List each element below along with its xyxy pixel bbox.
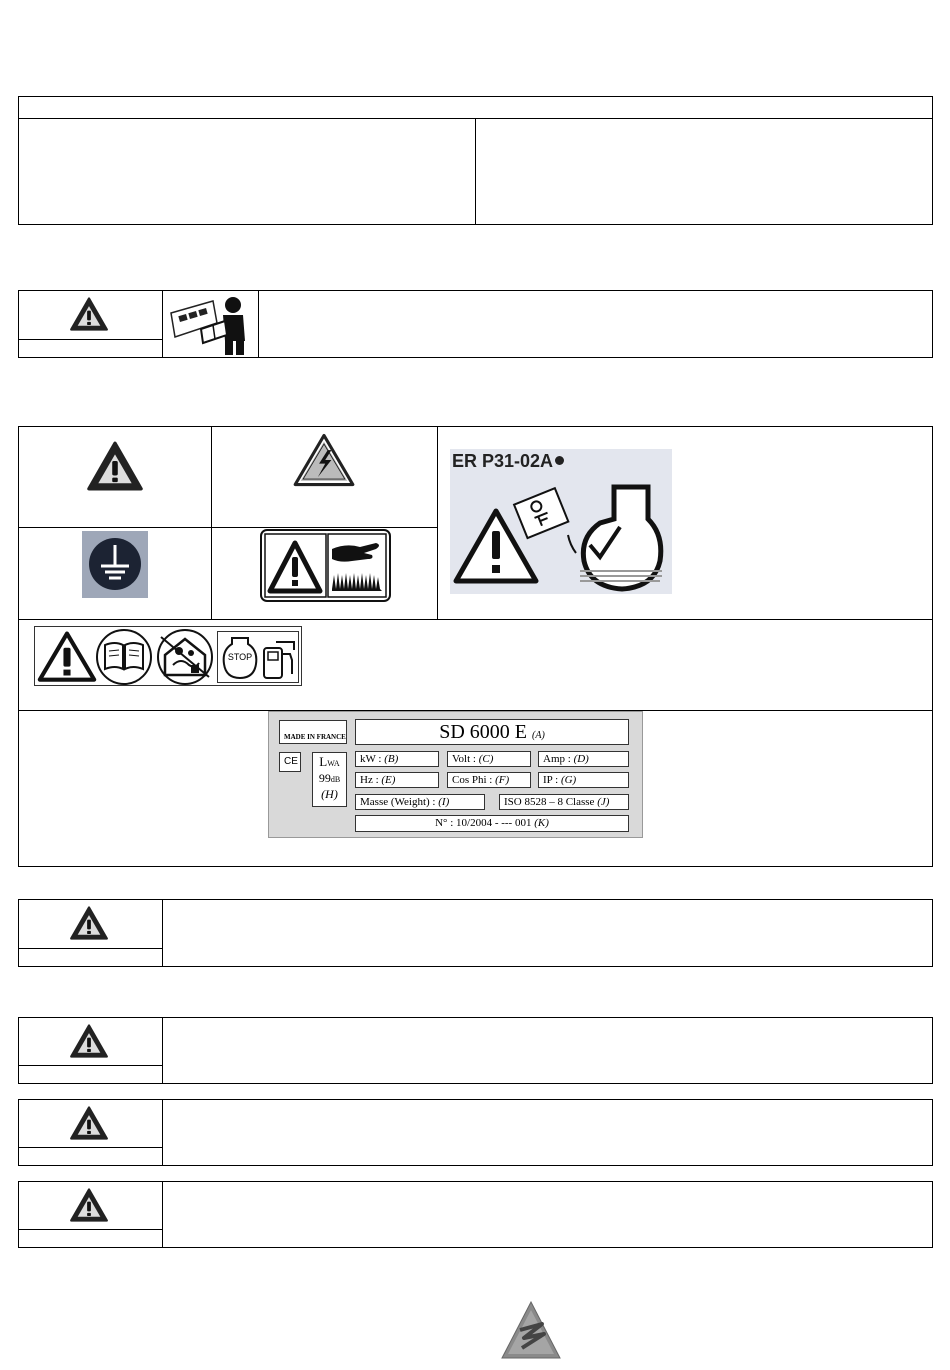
cell-divider [258, 290, 259, 358]
ip-label: IP : [543, 774, 561, 786]
kw-label: kW : [360, 753, 385, 765]
mass-label: Masse (Weight) : [360, 796, 439, 808]
hz-label: Hz : [360, 774, 382, 786]
hz-field [355, 772, 439, 788]
iso-field [499, 794, 629, 810]
iso-label: ISO 8528 – 8 Classe [504, 796, 598, 808]
made-in-label: MADE IN FRANCE [279, 720, 347, 744]
hz-letter: (E) [381, 774, 396, 786]
cos-phi-label: Cos Phi : [452, 774, 496, 786]
iso-letter: (J) [597, 796, 610, 808]
model-box [355, 719, 629, 745]
cell-divider [18, 1065, 162, 1066]
stop-label: STOP [227, 652, 253, 662]
lwa-line [313, 755, 346, 771]
db-unit: dB [330, 775, 341, 784]
warning-triangle-icon [87, 441, 143, 491]
db-line [313, 771, 346, 787]
cell-divider [162, 1099, 163, 1166]
cell-divider [437, 426, 438, 619]
warning-triangle-icon [70, 297, 108, 331]
cell-divider [18, 619, 933, 620]
ip-letter: (G) [560, 774, 577, 786]
stop-fuel-panel [217, 631, 299, 683]
cos-phi-letter: (F) [495, 774, 510, 786]
earth-ground-icon [82, 531, 148, 598]
bullet-dot [555, 456, 564, 465]
sound-power-box [312, 752, 347, 807]
lwa-sub: WA [327, 759, 340, 768]
electric-shock-icon [293, 433, 355, 487]
fuel-pump-icon [262, 640, 296, 680]
amp-label: Amp : [543, 753, 574, 765]
cell-divider [162, 1181, 163, 1248]
serial-letter: (K) [534, 817, 549, 829]
warning-triangle-icon [70, 1024, 108, 1058]
warning-row [18, 1017, 933, 1084]
lwa-main: L [319, 754, 328, 769]
toxic-fumes-icon [155, 629, 215, 685]
serial-label: N° : 10/2004 - --- 001 [435, 817, 535, 829]
mass-field [355, 794, 485, 810]
oil-label-code [452, 451, 564, 472]
cell-divider [18, 1229, 162, 1230]
cell-divider [162, 290, 163, 358]
header-column-divider [475, 118, 476, 225]
warning-triangle-icon [70, 906, 108, 940]
model-letter: (A) [532, 730, 545, 741]
model-name: SD 6000 E [439, 721, 527, 743]
db-value: 99 [318, 771, 331, 785]
amp-letter: (D) [573, 753, 589, 765]
cell-divider [211, 426, 212, 619]
serial-field [355, 815, 629, 832]
db-letter: (H) [321, 787, 338, 801]
kw-letter: (B) [384, 753, 399, 765]
cell-divider [162, 1017, 163, 1084]
warning-row [18, 1181, 933, 1248]
volt-field [447, 751, 531, 767]
combined-warning-label [34, 626, 302, 686]
amp-field [538, 751, 629, 767]
ip-field [538, 772, 629, 788]
rating-plate [268, 711, 643, 838]
warning-row [18, 1099, 933, 1166]
oil-label-code-text: ER P31-02A [452, 451, 554, 471]
read-manual-pictogram [167, 293, 253, 355]
cos-phi-field [447, 772, 531, 788]
warning-triangle-icon [70, 1106, 108, 1140]
cell-divider [18, 527, 437, 528]
warning-triangle-icon [70, 1188, 108, 1222]
cell-divider [162, 899, 163, 967]
book-icon [95, 629, 153, 685]
hot-surface-icon [260, 529, 391, 602]
cell-divider [18, 948, 162, 949]
warning-triangle-icon [37, 630, 97, 682]
warning-row-manual [18, 290, 933, 358]
manufacturer-logo [500, 1300, 562, 1360]
cell-divider [18, 339, 162, 340]
warning-row [18, 899, 933, 967]
oil-level-label [450, 449, 672, 594]
kw-field [355, 751, 439, 767]
oil-level-diagram [450, 479, 672, 594]
mass-letter: (I) [438, 796, 450, 808]
ce-mark: CE [279, 752, 301, 772]
volt-letter: (C) [478, 753, 494, 765]
volt-label: Volt : [452, 753, 479, 765]
cell-divider [18, 1147, 162, 1148]
